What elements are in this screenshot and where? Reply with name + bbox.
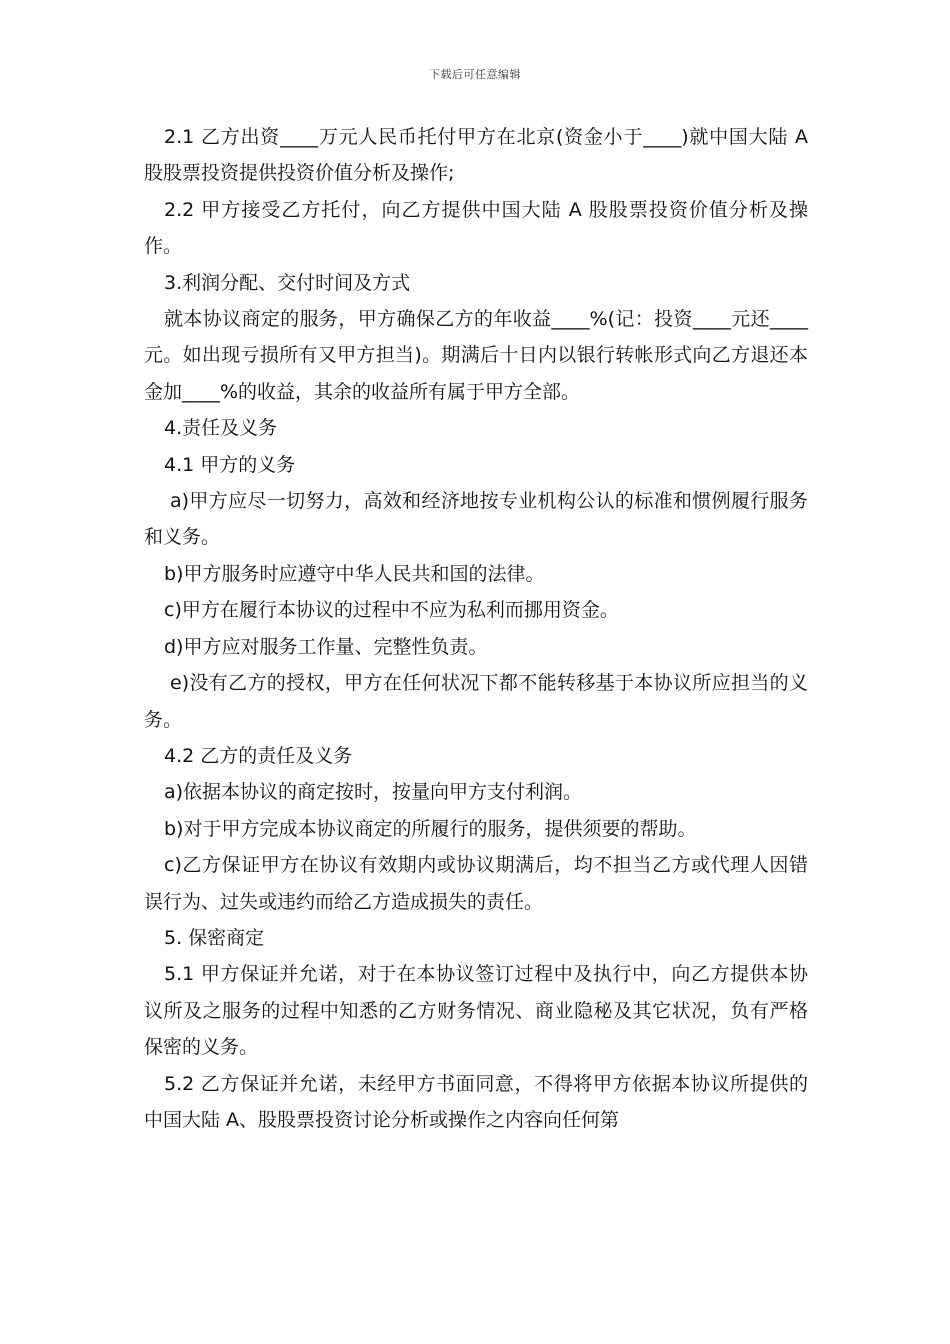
clause-4-1-b: b)甲方服务时应遵守中华人民共和国的法律。 bbox=[164, 562, 545, 585]
clause-2-2: 2.2 甲方接受乙方托付，向乙方提供中国大陆 A 股股票投资价值分析及操作。 bbox=[144, 198, 808, 258]
clause-4-1-d: d)甲方应对服务工作量、完整性负责。 bbox=[164, 635, 488, 658]
clause-4-2-a: a)依据本协议的商定按时，按量向甲方支付利润。 bbox=[164, 781, 583, 804]
section-3-body: 就本协议商定的服务，甲方确保乙方的年收益____%(记：投资____元还____元。如出现亏损所有又甲方担当)。期满后十日内以银行转帐形式向乙方退还本金加____%的收益，其余的收益所有属于甲方全部。 bbox=[144, 308, 808, 403]
document-body bbox=[144, 119, 808, 1138]
section-3-heading: 3.利润分配、交付时间及方式 bbox=[164, 271, 411, 294]
clause-2-1: 2.1 乙方出资____万元人民币托付甲方在北京(资金小于____)就中国大陆 A 股股票投资提供投资价值分析及操作; bbox=[144, 126, 808, 185]
page-header: 下载后可任意编辑 bbox=[429, 68, 521, 81]
clause-4-1-heading: 4.1 甲方的义务 bbox=[164, 453, 296, 476]
clause-4-2-c: c)乙方保证甲方在协议有效期内或协议期满后，均不担当乙方或代理人因错误行为、过失或违约而给乙方造成损失的责任。 bbox=[144, 854, 808, 913]
section-4-heading: 4.责任及义务 bbox=[164, 417, 278, 440]
clause-4-2-heading: 4.2 乙方的责任及义务 bbox=[164, 744, 353, 767]
clause-4-2-b: b)对于甲方完成本协议商定的所履行的服务，提供须要的帮助。 bbox=[164, 817, 697, 840]
clause-4-1-e: e)没有乙方的授权，甲方在任何状况下都不能转移基于本协议所应担当的义务。 bbox=[144, 672, 808, 731]
clause-4-1-a: a)甲方应尽一切努力，高效和经济地按专业机构公认的标准和惯例履行服务和义务。 bbox=[144, 490, 808, 549]
section-5-heading: 5. 保密商定 bbox=[164, 926, 265, 949]
clause-5-2: 5.2 乙方保证并允诺，未经甲方书面同意，不得将甲方依据本协议所提供的中国大陆 A、股股票投资讨论分析或操作之内容向任何第 bbox=[144, 1072, 808, 1131]
clause-4-1-c: c)甲方在履行本协议的过程中不应为私利而挪用资金。 bbox=[164, 599, 619, 622]
clause-5-1: 5.1 甲方保证并允诺，对于在本协议签订过程中及执行中，向乙方提供本协议所及之服务的过程中知悉的乙方财务情况、商业隐秘及其它状况，负有严格保密的义务。 bbox=[144, 963, 808, 1059]
